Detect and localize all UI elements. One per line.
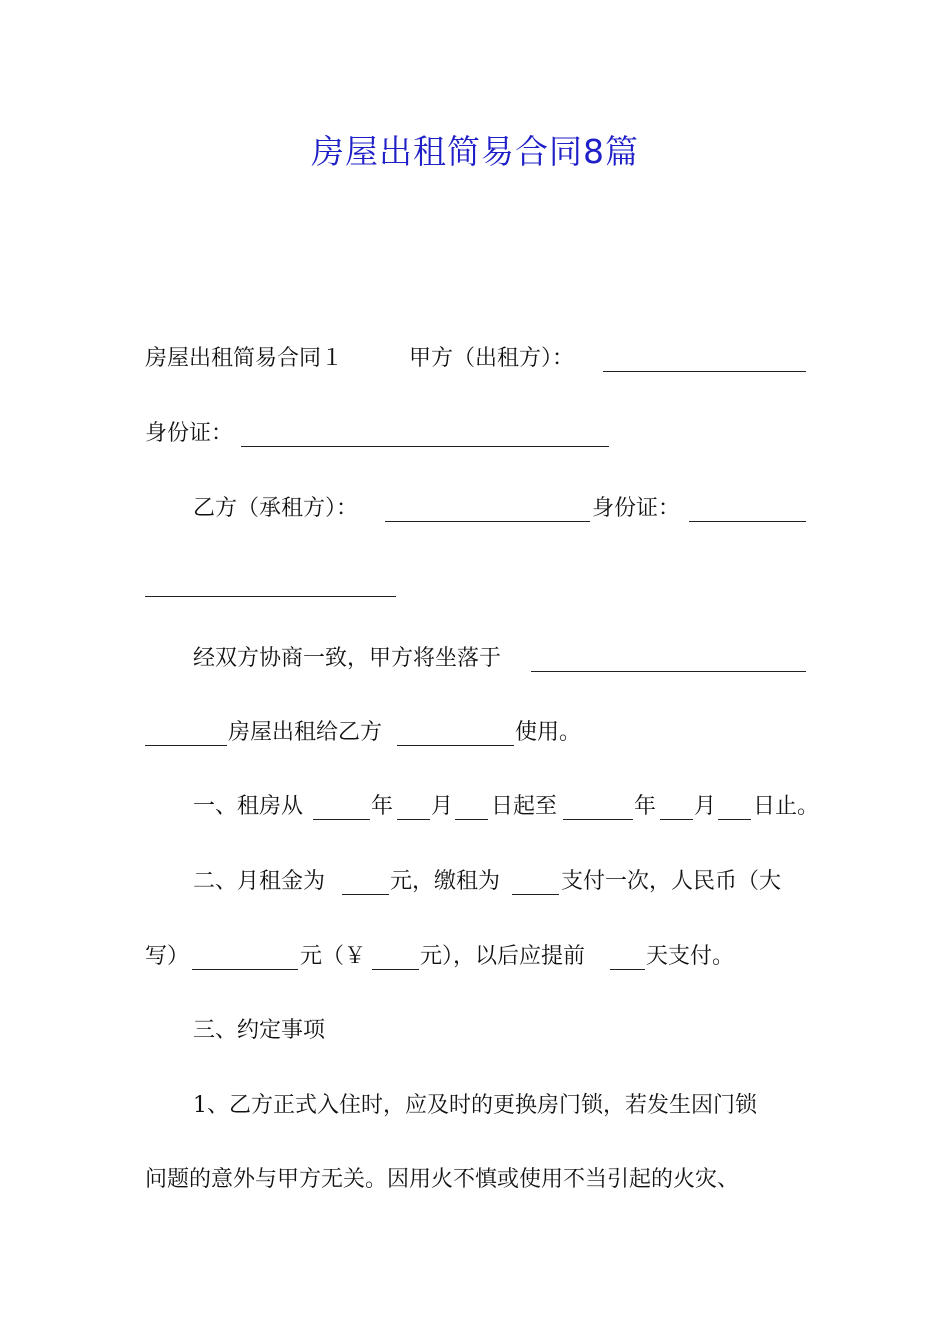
payment-cycle-blank: [512, 894, 559, 895]
start-day-to-text: 日起至: [491, 794, 558, 819]
start-month-blank: [397, 819, 430, 820]
end-day-blank: [718, 819, 751, 820]
end-month-blank: [660, 819, 693, 820]
numeric-amount-blank: [372, 969, 419, 970]
lessee-id-blank-continued: [145, 596, 396, 597]
property-location-blank-continued: [145, 745, 227, 746]
lessee-id-label: 身份证：: [592, 496, 681, 521]
lessor-id-blank: [241, 446, 609, 447]
end-month-unit: 月: [694, 794, 717, 819]
start-day-blank: [455, 819, 488, 820]
lessor-label: 甲方（出租方）：: [409, 346, 575, 371]
lessor-id-label: 身份证：: [145, 421, 234, 446]
lessor-name-blank: [603, 371, 806, 372]
yuan-numeric-label: 元（￥: [300, 944, 367, 969]
agreed-matters-label: 三、约定事项: [193, 1018, 326, 1043]
end-day-text: 日止。: [753, 794, 820, 819]
end-year-unit: 年: [634, 794, 657, 819]
contract-number-label: 房屋出租简易合同１: [145, 346, 344, 371]
property-location-blank: [531, 671, 806, 672]
payment-cycle-label: 元，缴租为: [390, 869, 501, 894]
lessee-name-blank: [385, 521, 590, 522]
advance-days-blank: [610, 969, 645, 970]
start-year-unit: 年: [371, 794, 394, 819]
document-title: 房屋出租简易合同8篇: [311, 132, 639, 171]
end-year-blank: [563, 819, 633, 820]
uppercase-continued-label: 写）: [145, 944, 190, 969]
days-pay-text: 天支付。: [646, 944, 735, 969]
clause-1-text: 1、乙方正式入住时，应及时的更换房门锁，若发生因门锁: [193, 1093, 757, 1118]
advance-payment-label: 元），以后应提前: [420, 944, 586, 969]
lessee-label: 乙方（承租方）：: [193, 496, 359, 521]
rental-period-label: 一、租房从: [193, 794, 304, 819]
usage-text: 使用。: [515, 720, 582, 745]
uppercase-amount-blank: [192, 969, 298, 970]
rent-to-lessee-text: 房屋出租给乙方: [228, 720, 383, 745]
rmb-uppercase-label: 支付一次，人民币（大: [561, 869, 782, 894]
clause-1-continued-text: 问题的意外与甲方无关。因用火不慎或使用不当引起的火灾、: [145, 1167, 740, 1192]
start-year-blank: [313, 819, 370, 820]
monthly-rent-blank: [342, 894, 389, 895]
property-location-label: 经双方协商一致，甲方将坐落于: [193, 646, 502, 671]
monthly-rent-label: 二、月租金为: [193, 869, 326, 894]
lessee-id-blank: [689, 521, 806, 522]
start-month-unit: 月: [431, 794, 454, 819]
usage-blank: [397, 745, 514, 746]
